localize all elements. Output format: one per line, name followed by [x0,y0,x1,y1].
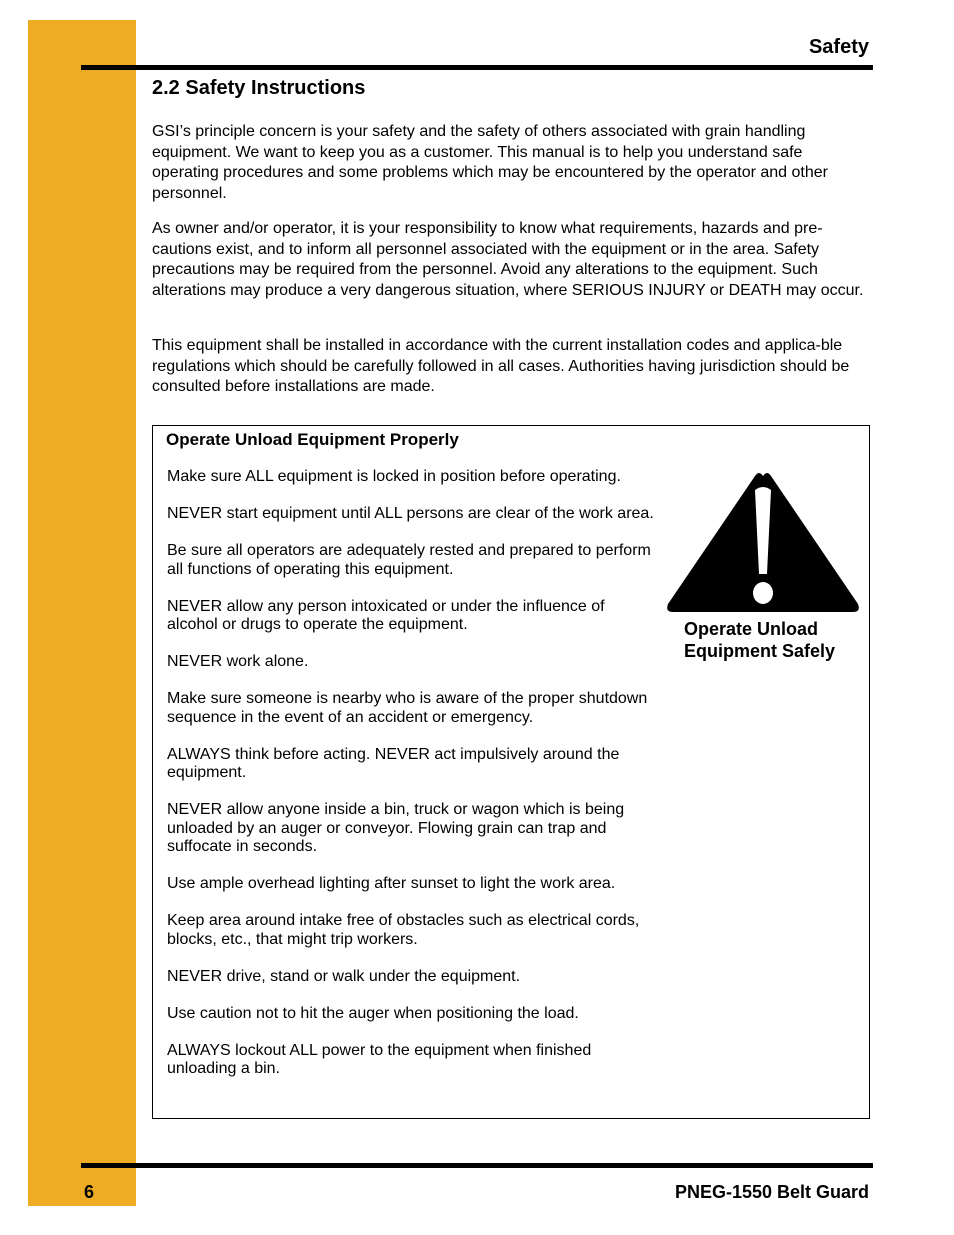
safety-box-title: Operate Unload Equipment Properly [166,430,459,449]
intro-paragraph: GSI’s principle concern is your safety and the safety of others associated with grain handling equipment. We want to keep you as a customer. This manual is to help you understand safe operating procedures and some problems which may be encountered by the operator and other personnel. [152,123,828,202]
section-title: 2.2 Safety Instructions [152,77,366,99]
instruction-item: NEVER allow anyone inside a bin, truck or wagon which is being unloaded by an auger or conveyor. Flowing grain can trap and suffocate in seconds. [167,801,625,855]
instruction-item: NEVER work alone. [167,653,309,670]
instruction-item: Make sure someone is nearby who is aware of the proper shutdown sequence in the event of an accident or emergency. [167,690,648,726]
instruction-item: NEVER allow any person intoxicated or under the influence of alcohol or drugs to operate the equipment. [167,597,605,633]
warning-caption [684,618,835,662]
instruction-item: Keep area around intake free of obstacles such as electrical cords, blocks, etc., that might trip workers. [167,912,640,948]
warning-caption-line: Equipment Safely [684,641,836,661]
instruction-item: Be sure all operators are adequately rested and prepared to perform all functions of operating this equipment. [167,542,651,578]
responsibility-paragraph: As owner and/or operator, it is your responsibility to know what requirements, hazards and pre-cautions exist, and to inform all personnel associated with the equipment or in the area. Safety precautions may be required from the personnel. Avoid any alterations to the equipment. Such alterations may produce a very dangerous situation, where SERIOUS INJURY or DEATH may occur. [152,220,864,299]
instruction-item: NEVER start equipment until ALL persons are clear of the work area. [167,505,654,522]
header-title: Safety [808,36,869,58]
safety-box [152,425,870,1119]
warning-caption-line: Operate Unload [684,619,819,639]
instruction-list [167,468,657,1097]
header-rule [81,65,873,70]
side-color-bar [28,20,136,1206]
instruction-item: NEVER drive, stand or walk under the equipment. [167,967,521,985]
instruction-item: Use caution not to hit the auger when positioning the load. [167,1004,579,1022]
instruction-item: Use ample overhead lighting after sunset to light the work area. [167,875,616,892]
instruction-item: ALWAYS lockout ALL power to the equipment when finished unloading a bin. [167,1041,592,1077]
instruction-item: ALWAYS think before acting. NEVER act impulsively around the equipment. [167,745,620,781]
footer-rule [81,1163,873,1168]
installation-paragraph: This equipment shall be installed in accordance with the current installation codes and applica-ble regulations which should be carefully followed in all cases. Authorities having jurisdiction should be consulted before installations are made. [152,337,850,395]
document-title: PNEG-1550 Belt Guard [674,1182,869,1202]
exclamation-triangle-icon [665,470,861,616]
page-number: 6 [84,1182,95,1202]
instruction-item: Make sure ALL equipment is locked in position before operating. [167,468,621,485]
